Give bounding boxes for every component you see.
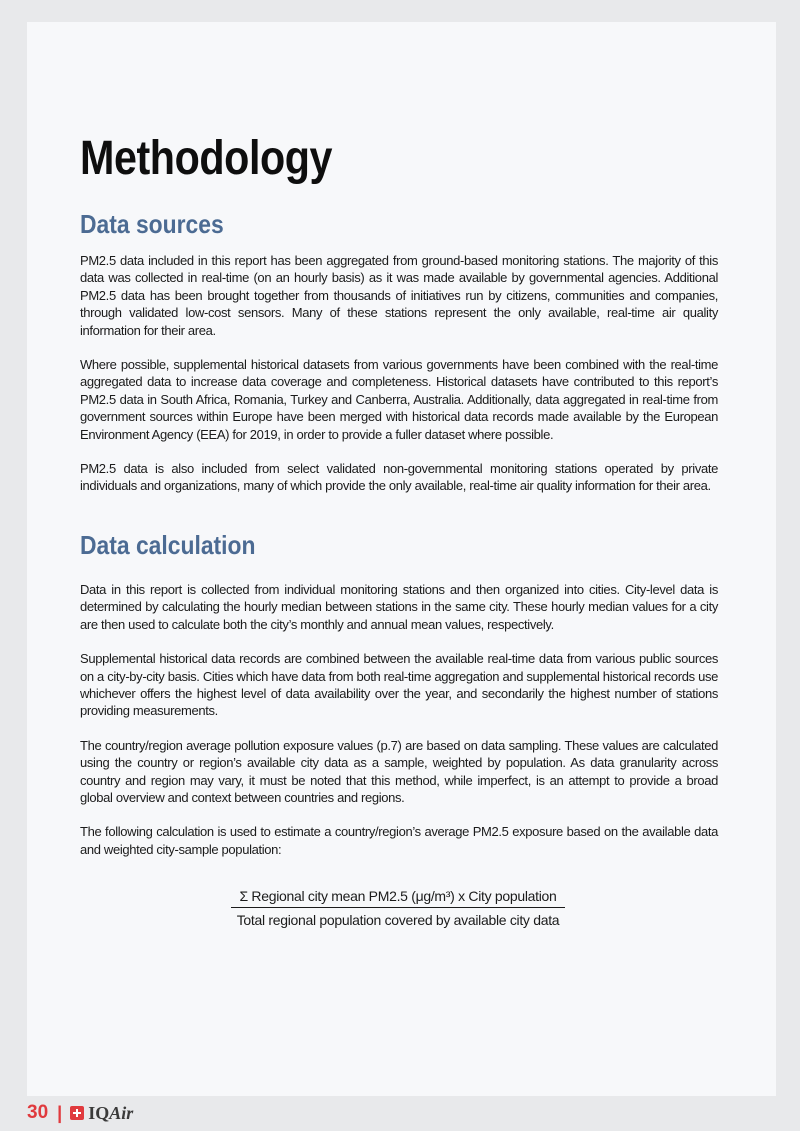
- page-number: 30: [27, 1102, 49, 1123]
- brand-prefix: IQ: [88, 1102, 110, 1123]
- footer: [27, 1100, 133, 1126]
- paragraph: PM2.5 data included in this report has been aggregated from ground-based monitoring stations. The majority of this data was collected in real-time (on an hourly basis) as it was made available by governmental agencies. Additional PM2.5 data has been brought together from thousands of initiatives run by citizens, communities and companies, through validated low-cost sensors. Many of these stations represent the only available, real-time air quality information for their area.: [80, 253, 718, 338]
- brand-suffix: Air: [109, 1102, 134, 1123]
- swiss-cross-icon: [70, 1106, 84, 1120]
- formula-denominator: Total regional population covered by available city data: [236, 912, 560, 929]
- section-heading-data-calculation: Data calculation: [80, 529, 256, 560]
- paragraph: The country/region average pollution exposure values (p.7) are based on data sampling. These values are calculated using the country or region’s available city data as a sample, weighted by population. As data granularity across country and region may vary, it must be noted that this method, while imperfect, is an attempt to provide a broad global overview and context between countries and regions.: [80, 737, 718, 805]
- formula-numerator: Σ Regional city mean PM2.5 (μg/m³) x City population: [231, 888, 564, 908]
- section-heading-data-sources: Data sources: [80, 209, 224, 239]
- footer-separator: |: [57, 1102, 63, 1123]
- content: [80, 130, 718, 928]
- brand-logo: [88, 1103, 133, 1124]
- page-title: Methodology: [80, 132, 333, 185]
- paragraph: The following calculation is used to estimate a country/region’s average PM2.5 exposure based on the available data and weighted city-sample population:: [80, 824, 718, 857]
- paragraph: Data in this report is collected from individual monitoring stations and then organized into cities. City-level data is determined by calculating the hourly median between stations in the same city. These hourly median values for a city are then used to calculate both the city’s monthly and annual mean values, respectively.: [80, 581, 718, 632]
- formula: [80, 888, 716, 928]
- paragraph: PM2.5 data is also included from select validated non-governmental monitoring stations operated by private individuals and organizations, many of which provide the only available, real-time air quality information for their area.: [80, 461, 718, 494]
- paragraph: Where possible, supplemental historical datasets from various governments have been combined with the real-time aggregated data to increase data coverage and completeness. Historical datasets have contributed to this report’s PM2.5 data in South Africa, Romania, Turkey and Canberra, Australia. Additionally, data aggregated in real-time from government sources within Europe have been merged with historical data records made available by the European Environment Agency (EEA) for 2019, in order to provide a fuller dataset where possible.: [80, 357, 718, 442]
- paragraph: Supplemental historical data records are combined between the available real-time data from various public sources on a city-by-city basis. Cities which have data from both real-time aggregation and supplemental historical records use whichever offers the highest level of data availability over the year, and secondarily the highest number of stations providing measurements.: [80, 651, 718, 719]
- page: [27, 22, 776, 1096]
